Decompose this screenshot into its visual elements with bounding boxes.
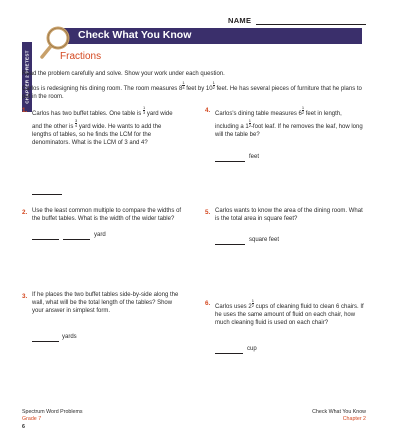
problem-6-text: Carlos uses 2 $\frac{1}{2}$ cups of cleaning fluid to clean 6 chairs. If he uses the same amount of fluid on each chair, how much cleaning fluid is used on each chair?	[215, 298, 364, 326]
problem-2-answer-blank-fraction[interactable]	[63, 239, 90, 240]
problem-4-unit: feet	[249, 154, 260, 160]
problem-4-number: 4.	[205, 107, 211, 114]
problem-5-answer-blank[interactable]	[215, 244, 245, 245]
problem-5-number: 5.	[205, 209, 211, 216]
footer-book-title: Spectrum Word Problems	[22, 409, 83, 415]
fraction: $\frac{1}{4}$	[182, 80, 185, 90]
problem-5-text: Carlos wants to know the area of the dining room. What is the total area in square feet?	[215, 208, 363, 222]
name-line	[256, 24, 366, 25]
problem-4-text: Carlos's dining table measures 6 $\frac{1}{2}$ feet in length, including a 1 $\frac{1}{2}$ -foot leaf. If he removes the leaf, how long will the table be?	[215, 105, 363, 138]
problem-6-unit: cup	[247, 346, 257, 352]
problem-3-unit: yards	[62, 334, 77, 340]
problem-1-text: Carlos has two buffet tables. One table is $\frac{1}{3}$ yard wide and the other is $\frac{3}{4}$ yard wide. He wants to add the lengths of tables, so he finds the LCM for the denominators. What is the LCM of 3 and 4?	[32, 105, 173, 146]
problem-3-number: 3.	[22, 293, 28, 300]
problem-1-answer-blank[interactable]	[32, 194, 62, 195]
problem-2-text: Use the least common multiple to compare the widths of the buffet tables. What is the width of the wider table?	[32, 208, 182, 222]
fraction: $\frac{1}{2}$	[301, 105, 305, 115]
fraction: $\frac{1}{2}$	[212, 80, 215, 90]
problem-3-text: If he places the two buffet tables side-by-side along the wall, what will be the total length of the tables? Show your answer in simplest form.	[32, 292, 179, 314]
fraction: $\frac{1}{2}$	[248, 117, 251, 128]
banner-title: Check What You Know	[78, 29, 192, 41]
problem-2-number: 2.	[22, 209, 28, 216]
footer-chapter: Chapter 2	[342, 416, 366, 422]
name-label: NAME	[228, 16, 252, 25]
problem-3-answer-blank[interactable]	[32, 341, 59, 342]
instructions-text: Read the problem carefully and solve. Show your work under each question.	[22, 71, 225, 77]
fraction: $\frac{1}{2}$	[251, 298, 254, 308]
scenario-text: Carlos is redesigning his dining room. The room measures 8 $\frac{1}{4}$ feet by 10 $\frac{1}{2}$ feet. He has several pieces of furniture that he plans to put in the room.	[22, 80, 362, 101]
fraction: $\frac{1}{3}$	[142, 105, 146, 115]
fraction: $\frac{3}{4}$	[75, 117, 78, 128]
problem-5-unit: square feet	[249, 237, 280, 243]
chapter-side-tab-label: CHAPTER 2 PRETEST	[24, 50, 30, 104]
problem-6-answer-blank[interactable]	[215, 353, 243, 354]
section-title: Fractions	[60, 51, 102, 62]
problem-4-answer-blank[interactable]	[215, 161, 245, 162]
problem-2-unit: yard	[94, 232, 106, 238]
problem-6-number: 6.	[205, 300, 211, 307]
problem-2-answer-blank-whole[interactable]	[32, 239, 59, 240]
footer-grade: Grade 7	[22, 416, 42, 422]
footer-page-number: 6	[22, 424, 25, 430]
problem-1-number: 1.	[22, 107, 28, 114]
footer-section: Check What You Know	[312, 409, 366, 415]
